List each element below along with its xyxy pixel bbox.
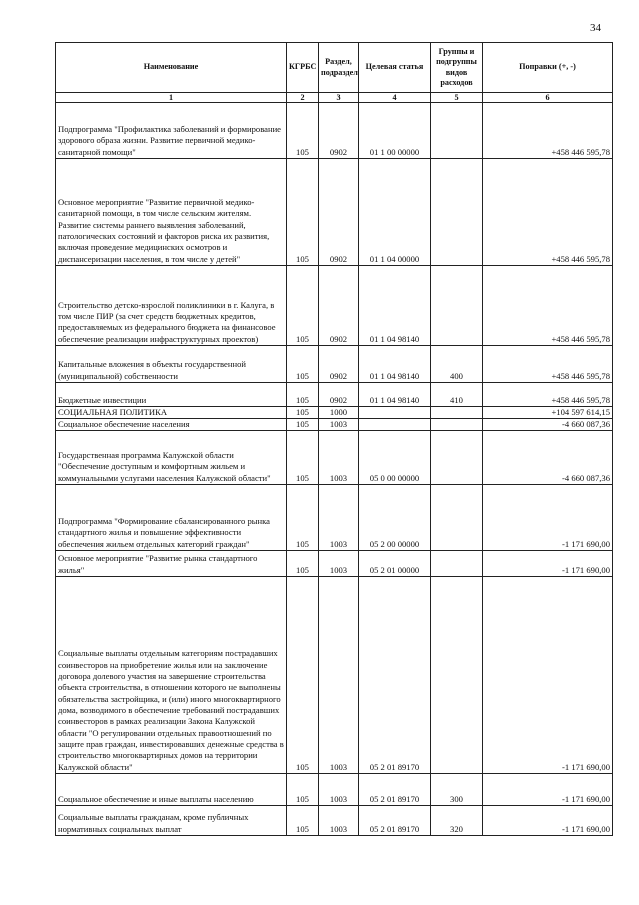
table-row bbox=[56, 346, 613, 383]
row-name: Капитальные вложения в объекты государственной (муниципальной) собственности bbox=[56, 346, 287, 383]
budget-table bbox=[55, 42, 613, 836]
row-name: Основное мероприятие "Развитие первичной медико-санитарной помощи, в том числе сельским жителям. Развитие системы раннего выявления заболеваний, патологических состояний и факторов риска их развития, включая проведение медицинских осмотров и диспансеризации населения, в том числе у детей" bbox=[56, 159, 287, 266]
row-grp bbox=[431, 577, 483, 774]
row-grp bbox=[431, 551, 483, 577]
col-number: 1 bbox=[56, 93, 287, 103]
row-razdel: 1003 bbox=[319, 431, 359, 485]
table-row bbox=[56, 383, 613, 407]
row-amount: -4 660 087,36 bbox=[483, 419, 613, 431]
row-amount: -1 171 690,00 bbox=[483, 774, 613, 806]
row-amount: -4 660 087,36 bbox=[483, 431, 613, 485]
row-razdel: 0902 bbox=[319, 383, 359, 407]
table-row bbox=[56, 419, 613, 431]
table-row bbox=[56, 806, 613, 836]
row-amount: -1 171 690,00 bbox=[483, 577, 613, 774]
row-kgrbs: 105 bbox=[287, 419, 319, 431]
row-name: Социальные выплаты гражданам, кроме публичных нормативных социальных выплат bbox=[56, 806, 287, 836]
row-kgrbs: 105 bbox=[287, 266, 319, 346]
row-grp: 320 bbox=[431, 806, 483, 836]
row-razdel: 0902 bbox=[319, 266, 359, 346]
row-amount: +458 446 595,78 bbox=[483, 103, 613, 159]
header-razdel: Раздел, подраздел bbox=[319, 43, 359, 93]
row-razdel: 1003 bbox=[319, 774, 359, 806]
page-number: 34 bbox=[590, 22, 601, 34]
row-razdel: 1003 bbox=[319, 485, 359, 551]
row-grp bbox=[431, 103, 483, 159]
table-row bbox=[56, 407, 613, 419]
row-name: Социальное обеспечение и иные выплаты населению bbox=[56, 774, 287, 806]
row-kgrbs: 105 bbox=[287, 577, 319, 774]
row-cel: 01 1 00 00000 bbox=[359, 103, 431, 159]
row-name: Основное мероприятие "Развитие рынка стандартного жилья" bbox=[56, 551, 287, 577]
row-cel: 01 1 04 98140 bbox=[359, 346, 431, 383]
row-cel: 01 1 04 98140 bbox=[359, 383, 431, 407]
row-grp bbox=[431, 266, 483, 346]
row-grp bbox=[431, 485, 483, 551]
row-grp: 400 bbox=[431, 346, 483, 383]
row-name: Подпрограмма "Формирование сбалансированного рынка стандартного жилья и повышение эффективности обеспечения жильем отдельных категорий граждан" bbox=[56, 485, 287, 551]
row-grp: 300 bbox=[431, 774, 483, 806]
row-kgrbs: 105 bbox=[287, 346, 319, 383]
row-cel: 05 2 01 89170 bbox=[359, 577, 431, 774]
row-name: Бюджетные инвестиции bbox=[56, 383, 287, 407]
row-razdel: 0902 bbox=[319, 159, 359, 266]
table-row bbox=[56, 103, 613, 159]
row-name: СОЦИАЛЬНАЯ ПОЛИТИКА bbox=[56, 407, 287, 419]
row-grp bbox=[431, 159, 483, 266]
row-kgrbs: 105 bbox=[287, 103, 319, 159]
row-amount: +458 446 595,78 bbox=[483, 383, 613, 407]
row-cel: 01 1 04 00000 bbox=[359, 159, 431, 266]
table-row bbox=[56, 774, 613, 806]
row-kgrbs: 105 bbox=[287, 431, 319, 485]
row-kgrbs: 105 bbox=[287, 774, 319, 806]
row-kgrbs: 105 bbox=[287, 383, 319, 407]
row-amount: +458 446 595,78 bbox=[483, 159, 613, 266]
row-razdel: 1003 bbox=[319, 806, 359, 836]
table-row bbox=[56, 431, 613, 485]
row-amount: +458 446 595,78 bbox=[483, 346, 613, 383]
row-kgrbs: 105 bbox=[287, 806, 319, 836]
row-cel: 01 1 04 98140 bbox=[359, 266, 431, 346]
table-row bbox=[56, 266, 613, 346]
row-kgrbs: 105 bbox=[287, 407, 319, 419]
row-cel: 05 0 00 00000 bbox=[359, 431, 431, 485]
row-amount: +104 597 614,15 bbox=[483, 407, 613, 419]
row-grp: 410 bbox=[431, 383, 483, 407]
row-cel: 05 2 01 89170 bbox=[359, 774, 431, 806]
row-grp bbox=[431, 431, 483, 485]
col-number: 5 bbox=[431, 93, 483, 103]
col-number: 4 bbox=[359, 93, 431, 103]
header-name: Наименование bbox=[56, 43, 287, 93]
row-name: Социальное обеспечение населения bbox=[56, 419, 287, 431]
row-kgrbs: 105 bbox=[287, 485, 319, 551]
row-razdel: 1003 bbox=[319, 551, 359, 577]
column-number-row bbox=[56, 93, 613, 103]
row-grp bbox=[431, 407, 483, 419]
row-razdel: 0902 bbox=[319, 346, 359, 383]
col-number: 3 bbox=[319, 93, 359, 103]
row-name: Подпрограмма "Профилактика заболеваний и формирование здорового образа жизни. Развитие первичной медико-санитарной помощи" bbox=[56, 103, 287, 159]
row-razdel: 0902 bbox=[319, 103, 359, 159]
col-number: 6 bbox=[483, 93, 613, 103]
row-amount: -1 171 690,00 bbox=[483, 485, 613, 551]
row-cel bbox=[359, 407, 431, 419]
table-row bbox=[56, 485, 613, 551]
table-row bbox=[56, 577, 613, 774]
row-name: Строительство детско-взрослой поликлиники в г. Калуга, в том числе ПИР (за счет средств бюджетных кредитов, предоставляемых из федерального бюджета на финансовое обеспечение реализации инфраструктурных проектов) bbox=[56, 266, 287, 346]
row-name: Социальные выплаты отдельным категориям пострадавших соинвесторов на приобретение жилья или на заключение договора долевого участия на завершение строительства объекта строительства, в отношении которого не выполнены обязательства застройщика, и (или) иного многоквартирного дома, возводимого в обеспечение требований пострадавших соинвесторов в рамках реализации Закона Калужской области "О регулировании отдельных правоотношений по защите прав граждан, инвестировавших денежные средства в строительство многоквартирных домов на территории Калужской области" bbox=[56, 577, 287, 774]
table-row bbox=[56, 159, 613, 266]
row-amount: +458 446 595,78 bbox=[483, 266, 613, 346]
col-number: 2 bbox=[287, 93, 319, 103]
header-grp: Группы и подгруппы видов расходов bbox=[431, 43, 483, 93]
row-amount: -1 171 690,00 bbox=[483, 806, 613, 836]
row-cel: 05 2 01 00000 bbox=[359, 551, 431, 577]
table-row bbox=[56, 551, 613, 577]
row-cel bbox=[359, 419, 431, 431]
header-kgrbs: КГРБС bbox=[287, 43, 319, 93]
table-header-row bbox=[56, 43, 613, 93]
row-razdel: 1003 bbox=[319, 577, 359, 774]
row-kgrbs: 105 bbox=[287, 159, 319, 266]
row-name: Государственная программа Калужской области "Обеспечение доступным и комфортным жильем и коммунальными услугами населения Калужской области" bbox=[56, 431, 287, 485]
header-amt: Поправки (+, -) bbox=[483, 43, 613, 93]
row-razdel: 1003 bbox=[319, 419, 359, 431]
row-razdel: 1000 bbox=[319, 407, 359, 419]
row-cel: 05 2 00 00000 bbox=[359, 485, 431, 551]
header-cel: Целевая статья bbox=[359, 43, 431, 93]
row-grp bbox=[431, 419, 483, 431]
row-cel: 05 2 01 89170 bbox=[359, 806, 431, 836]
row-amount: -1 171 690,00 bbox=[483, 551, 613, 577]
row-kgrbs: 105 bbox=[287, 551, 319, 577]
